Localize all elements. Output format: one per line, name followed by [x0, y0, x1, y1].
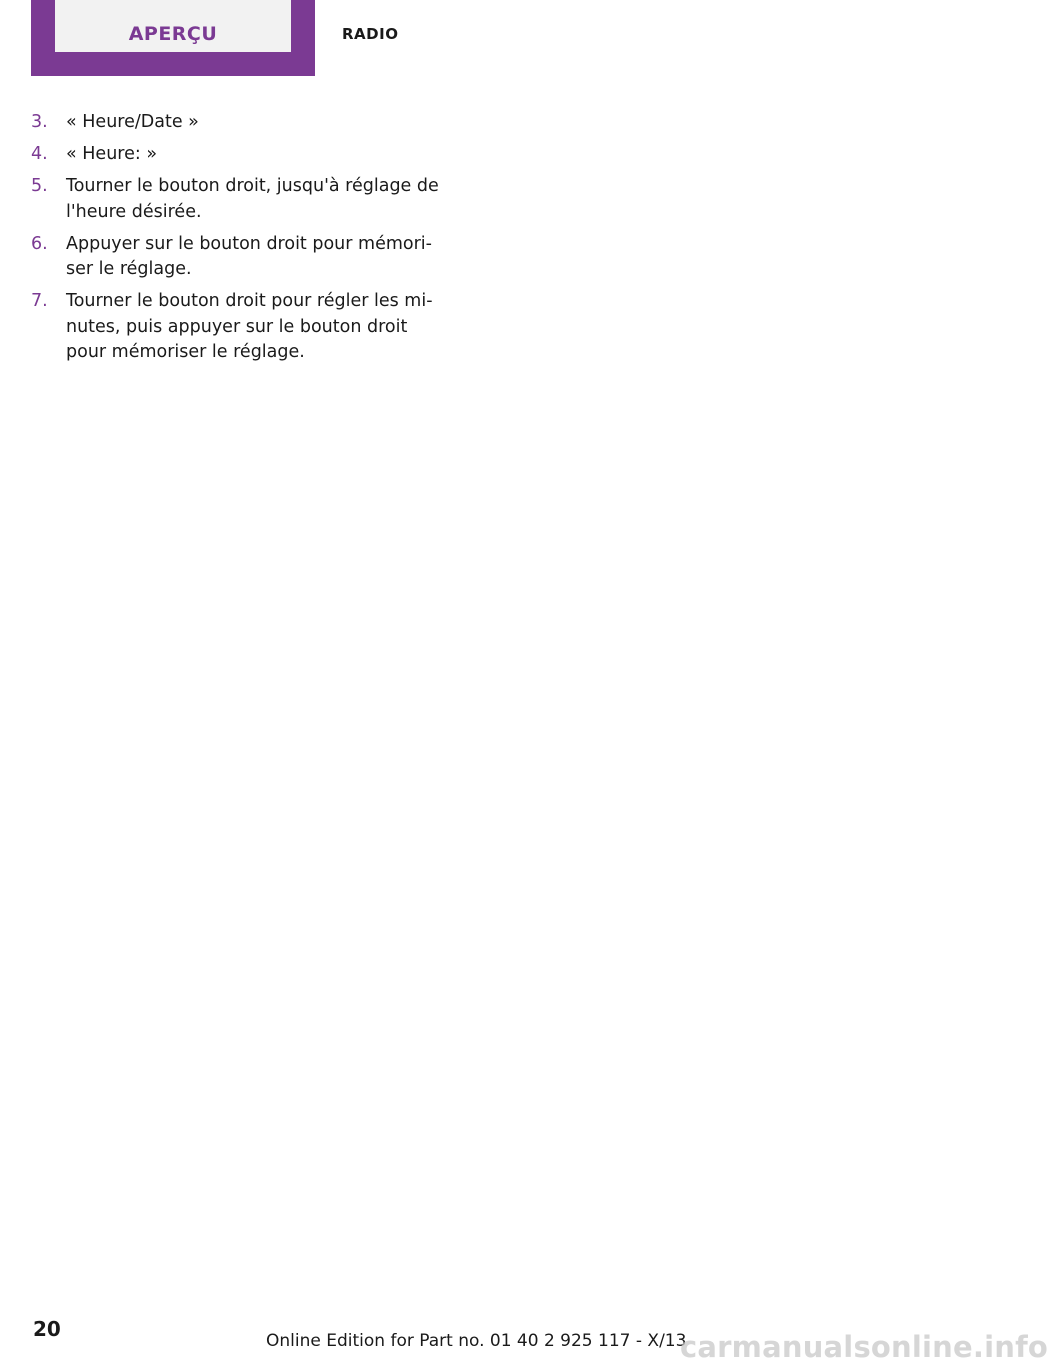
step-text: Tourner le bouton droit pour régler les minutes, puis appuyer sur le bouton droit pour mémoriser le réglage.	[66, 291, 433, 362]
step-item	[31, 110, 451, 136]
chapter-tab[interactable]	[31, 0, 315, 76]
section-title: RADIO	[342, 25, 399, 43]
step-item	[31, 174, 451, 225]
step-number: 4.	[31, 144, 48, 164]
step-text: Appuyer sur le bouton droit pour mémoriser le réglage.	[66, 233, 432, 279]
step-item	[31, 142, 451, 168]
step-text: « Heure: »	[66, 144, 158, 164]
watermark: carmanualsonline.info	[680, 1330, 1048, 1364]
chapter-tab-inner	[55, 0, 291, 52]
edition-footer: Online Edition for Part no. 01 40 2 925 117 - X/13	[266, 1331, 687, 1351]
step-text: Tourner le bouton droit, jusqu'à réglage de l'heure désirée.	[66, 176, 439, 222]
page-number: 20	[33, 1317, 61, 1341]
chapter-tab-label: APERÇU	[128, 23, 218, 45]
step-text: « Heure/Date »	[66, 112, 199, 132]
step-number: 7.	[31, 291, 48, 311]
step-list	[31, 110, 451, 372]
step-item	[31, 232, 451, 283]
step-number: 5.	[31, 176, 48, 196]
step-item	[31, 289, 451, 366]
step-number: 3.	[31, 112, 48, 132]
step-number: 6.	[31, 233, 48, 254]
